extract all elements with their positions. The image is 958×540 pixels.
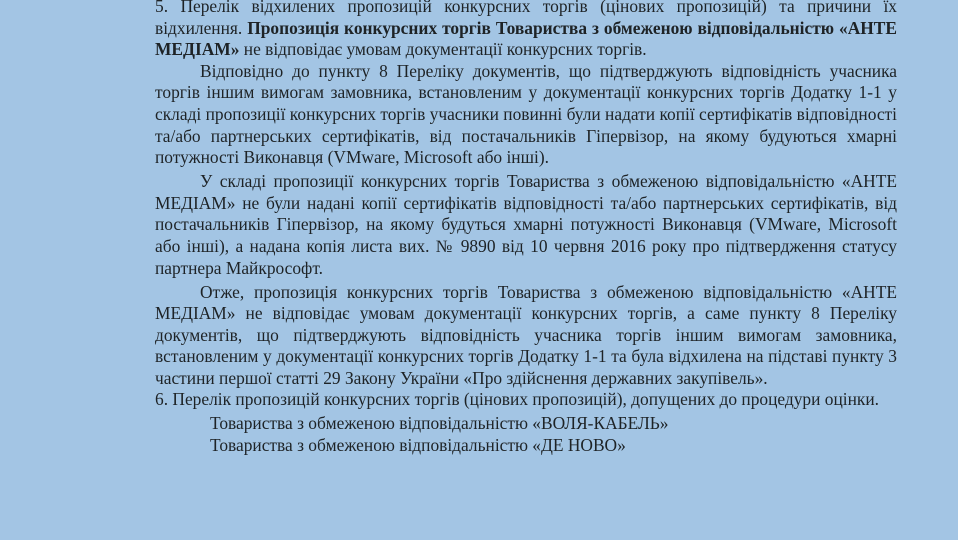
section-5-paragraph bbox=[155, 0, 897, 61]
conclusion-paragraph: Отже, пропозиція конкурсних торгів Товариства з обмеженою відповідальністю «АНТЕ МЕДІАМ» не відповідає умовам документації конкурсних торгів, а саме пункту 8 Переліку документів, що підтверджують відповідність учасника торгів іншим вимогам замовника, встановленим у документації конкурсних торгів Додатку 1-1 та була відхилена на підставі пункту 3 частини першої статті 29 Закону України «Про здійснення державних закупівель». bbox=[155, 281, 897, 388]
document-text bbox=[155, 0, 897, 456]
admitted-bidder: Товариства з обмеженою відповідальністю «ВОЛЯ-КАБЕЛЬ» bbox=[210, 413, 669, 434]
finding-paragraph: У складі пропозиції конкурсних торгів Товариства з обмеженою відповідальністю «АНТЕ МЕДІАМ» не були надані копії сертифікатів відповідності та/або партнерських сертифікатів, від постачальників Гіпервізор, на якому будуться хмарні потужності Виконавця (VMware, Microsoft або інші), а надана копія листа вих. № 9890 від 10 червня 2016 року про підтвердження статусу партнера Майкрософт. bbox=[155, 171, 897, 278]
section-5-heading: 5. Перелік відхилених пропозицій конкурсних торгів (цінових пропозицій) та причини їх відхилення. bbox=[155, 0, 897, 38]
rejected-bid-statement: Пропозиція конкурсних торгів Товариства з обмеженою відповідальністю «АНТЕ МЕДІАМ» bbox=[155, 17, 897, 60]
requirement-paragraph: Відповідно до пункту 8 Переліку документів, що підтверджують відповідність учасника торгів іншим вимогам замовника, встановленим у документації конкурсних торгів Додатку 1-1 у складі пропозиції конкурсних торгів учасники повинні були надати копії сертифікатів відповідності та/або партнерських сертифікатів, від постачальників Гіпервізор, на якому будуються хмарні потужності Виконавця (VMware, Microsoft або інші). bbox=[155, 60, 897, 168]
section-6-heading: 6. Перелік пропозицій конкурсних торгів (цінових пропозицій), допущених до процедури оцінки. bbox=[155, 389, 880, 410]
admitted-bidder: Товариства з обмеженою відповідальністю «ДЕ НОВО» bbox=[210, 434, 626, 455]
rejection-reason: не відповідає умовам документації конкурсних торгів. bbox=[239, 39, 647, 60]
